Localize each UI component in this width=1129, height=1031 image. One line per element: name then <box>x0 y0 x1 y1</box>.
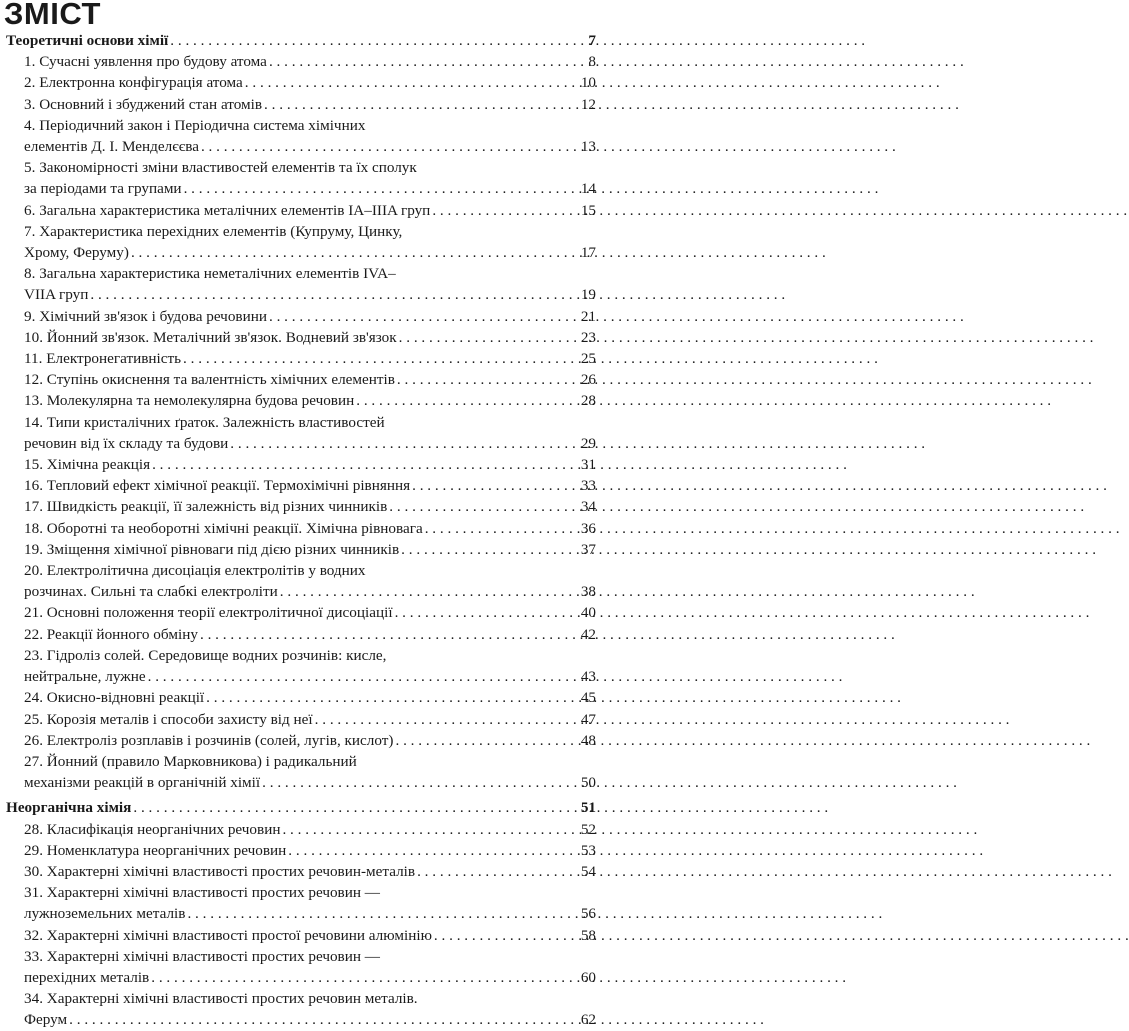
page-number: 51 <box>580 799 596 817</box>
toc-entry-text: 10. Йонний зв'язок. Металічний зв'язок. Водневий зв'язок <box>24 328 397 346</box>
toc-entry <box>6 624 596 645</box>
dot-leader <box>90 284 578 305</box>
dot-leader <box>170 30 578 51</box>
toc-entry-text: 14. Типи кристалічних ґраток. Залежність властивостей <box>24 413 385 431</box>
toc-entry <box>6 730 596 751</box>
page-number: 34 <box>580 498 596 516</box>
toc-entry-text: 32. Характерні хімічні властивості простої речовини алюмінію <box>24 926 432 944</box>
dot-leader <box>148 666 578 687</box>
toc-entry-text: 12. Ступінь окиснення та валентність хімічних елементів <box>24 371 395 389</box>
table-of-contents <box>6 30 596 1031</box>
toc-section <box>6 797 596 818</box>
page-number: 12 <box>580 95 596 113</box>
dot-leader <box>399 327 578 348</box>
page-number: 56 <box>580 905 596 923</box>
page-title: ЗМІСТ <box>4 0 101 31</box>
page-number: 53 <box>580 841 596 859</box>
toc-entry <box>6 518 596 539</box>
toc-entry-text: 25. Корозія металів і способи захисту від неї <box>24 710 313 728</box>
page-number: 15 <box>580 201 596 219</box>
dot-leader <box>152 454 578 475</box>
toc-entry-text: нейтральне, лужне <box>24 668 146 686</box>
dot-leader <box>282 819 578 840</box>
page-number: 50 <box>580 774 596 792</box>
page-number: 29 <box>580 434 596 452</box>
toc-entry-text: Ферум <box>24 1011 68 1029</box>
toc-entry-text: 15. Хімічна реакція <box>24 456 151 474</box>
page-number: 33 <box>580 477 596 495</box>
dot-leader <box>269 306 578 327</box>
dot-leader <box>201 136 578 157</box>
page-number: 38 <box>580 583 596 601</box>
dot-leader <box>206 687 578 708</box>
toc-entry-text: 26. Електроліз розплавів і розчинів (солей, лугів, кислот) <box>24 731 394 749</box>
dot-leader <box>412 475 578 496</box>
toc-entry-text: за періодами та групами <box>24 180 182 198</box>
toc-entry-text: 9. Хімічний зв'язок і будова речовини <box>24 307 267 325</box>
toc-entry <box>6 819 596 840</box>
dot-leader <box>131 242 578 263</box>
dot-leader <box>133 797 578 818</box>
toc-entry <box>6 72 596 93</box>
toc-entry-text: 19. Зміщення хімічної рівноваги під дією різних чинників <box>24 540 400 558</box>
toc-entry <box>6 94 596 115</box>
toc-entry <box>6 687 596 708</box>
toc-entry <box>6 560 596 602</box>
toc-entry-text: 6. Загальна характеристика металічних елементів IA–IIIA груп <box>24 201 431 219</box>
toc-entry <box>6 157 596 199</box>
page-number: 28 <box>580 392 596 410</box>
page-number: 14 <box>580 180 596 198</box>
toc-entry <box>6 709 596 730</box>
dot-leader <box>397 369 578 390</box>
dot-leader <box>184 178 578 199</box>
dot-leader <box>417 861 578 882</box>
toc-entry-text: лужноземельних металів <box>24 905 186 923</box>
toc-section <box>6 30 596 51</box>
toc-entry-text: 33. Характерні хімічні властивості простих речовин — <box>24 947 380 965</box>
toc-entry-text: 20. Електролітична дисоціація електролітів у водних <box>24 562 366 580</box>
toc-entry-text: VIIA груп <box>24 286 89 304</box>
toc-entry-text: 4. Періодичний закон і Періодична система хімічних <box>24 116 366 134</box>
page-number: 21 <box>580 307 596 325</box>
toc-entry <box>6 200 596 221</box>
toc-entry <box>6 115 596 157</box>
toc-entry-text: 13. Молекулярна та немолекулярна будова речовин <box>24 392 355 410</box>
toc-entry-text: 34. Характерні хімічні властивості простих речовин металів. <box>24 990 418 1008</box>
dot-leader <box>395 602 578 623</box>
dot-leader <box>425 518 578 539</box>
toc-entry-text: 31. Характерні хімічні властивості простих речовин — <box>24 884 380 902</box>
toc-entry-text: 7. Характеристика перехідних елементів (Купруму, Цинку, <box>24 222 403 240</box>
toc-entry-text: розчинах. Сильні та слабкі електроліти <box>24 583 278 601</box>
toc-entry-text: 23. Гідроліз солей. Середовище водних розчинів: кисле, <box>24 646 387 664</box>
toc-entry <box>6 925 596 946</box>
toc-entry <box>6 327 596 348</box>
dot-leader <box>395 730 578 751</box>
page-number: 52 <box>580 820 596 838</box>
page-number: 36 <box>580 519 596 537</box>
toc-entry <box>6 51 596 72</box>
page-number: 10 <box>580 74 596 92</box>
page-number: 47 <box>580 710 596 728</box>
toc-entry-text: Неорганічна хімія <box>6 799 132 817</box>
toc-entry <box>6 475 596 496</box>
toc-entry <box>6 946 596 988</box>
page-number: 58 <box>580 926 596 944</box>
toc-entry-text: 21. Основні положення теорії електролітичної дисоціації <box>24 604 393 622</box>
dot-leader <box>280 581 578 602</box>
toc-entry-text: 3. Основний і збуджений стан атомів <box>24 95 263 113</box>
page-number: 17 <box>580 244 596 262</box>
toc-entry <box>6 221 596 263</box>
toc-entry-text: Теоретичні основи хімії <box>6 32 169 49</box>
dot-leader <box>269 51 578 72</box>
page-number: 54 <box>580 862 596 880</box>
page-number: 23 <box>580 328 596 346</box>
toc-entry <box>6 263 596 305</box>
toc-entry <box>6 840 596 861</box>
toc-entry-text: перехідних металів <box>24 968 150 986</box>
page-number: 42 <box>580 625 596 643</box>
page-number: 60 <box>580 968 596 986</box>
dot-leader <box>264 94 578 115</box>
toc-entry-text: Хрому, Феруму) <box>24 244 129 262</box>
toc-entry <box>6 861 596 882</box>
toc-entry <box>6 306 596 327</box>
dot-leader <box>434 925 578 946</box>
toc-entry-text: 1. Сучасні уявлення про будову атома <box>24 53 267 71</box>
toc-entry-text: 29. Номенклатура неорганічних речовин <box>24 841 287 859</box>
toc-entry-text: 2. Електронна конфігурація атома <box>24 74 243 92</box>
page-number: 26 <box>580 371 596 389</box>
toc-entry-text: 16. Тепловий ефект хімічної реакції. Термохімічні рівняння <box>24 477 411 495</box>
page-number: 37 <box>580 540 596 558</box>
dot-leader <box>187 903 578 924</box>
page-number: 62 <box>580 1011 596 1029</box>
dot-leader <box>183 348 578 369</box>
toc-entry-text: 11. Електронегативність <box>24 350 182 368</box>
dot-leader <box>432 200 578 221</box>
page-number: 48 <box>580 731 596 749</box>
page-number: 19 <box>580 286 596 304</box>
dot-leader <box>262 772 578 793</box>
toc-entry <box>6 390 596 411</box>
toc-entry-text: речовин від їх складу та будови <box>24 434 229 452</box>
toc-entry <box>6 988 596 1030</box>
toc-entry-text: елементів Д. І. Менделєєва <box>24 138 199 156</box>
toc-entry <box>6 454 596 475</box>
dot-leader <box>389 496 578 517</box>
toc-entry-text: 24. Окисно-відновні реакції <box>24 689 205 707</box>
page-number: 8 <box>588 53 596 71</box>
page-number: 31 <box>580 456 596 474</box>
page-number: 43 <box>580 668 596 686</box>
toc-entry <box>6 369 596 390</box>
toc-entry-text: механізми реакцій в органічній хімії <box>24 774 261 792</box>
toc-entry <box>6 348 596 369</box>
page-number: 25 <box>580 350 596 368</box>
page-number: 13 <box>580 138 596 156</box>
page-number: 45 <box>580 689 596 707</box>
toc-entry-text: 27. Йонний (правило Марковникова) і радикальний <box>24 752 357 770</box>
toc-entry-text: 28. Класифікація неорганічних речовин <box>24 820 281 838</box>
toc-entry <box>6 751 596 793</box>
dot-leader <box>230 433 578 454</box>
dot-leader <box>245 72 578 93</box>
dot-leader <box>200 624 578 645</box>
dot-leader <box>356 390 578 411</box>
toc-entry-text: 18. Оборотні та необоротні хімічні реакції. Хімічна рівновага <box>24 519 423 537</box>
toc-entry-text: 17. Швидкість реакції, її залежність від різних чинників <box>24 498 388 516</box>
dot-leader <box>288 840 578 861</box>
dot-leader <box>69 1009 578 1030</box>
dot-leader <box>151 967 578 988</box>
toc-entry <box>6 539 596 560</box>
page-number: 7 <box>588 32 596 49</box>
toc-entry-text: 22. Реакції йонного обміну <box>24 625 198 643</box>
toc-entry <box>6 882 596 924</box>
toc-entry <box>6 645 596 687</box>
toc-entry-text: 5. Закономірності зміни властивостей елементів та їх сполук <box>24 159 417 177</box>
toc-entry-text: 8. Загальна характеристика неметалічних елементів IVA– <box>24 265 396 283</box>
toc-entry <box>6 602 596 623</box>
dot-leader <box>315 709 578 730</box>
dot-leader <box>401 539 578 560</box>
toc-entry <box>6 496 596 517</box>
toc-entry <box>6 412 596 454</box>
toc-entry-text: 30. Характерні хімічні властивості простих речовин-металів <box>24 862 416 880</box>
page-number: 40 <box>580 604 596 622</box>
